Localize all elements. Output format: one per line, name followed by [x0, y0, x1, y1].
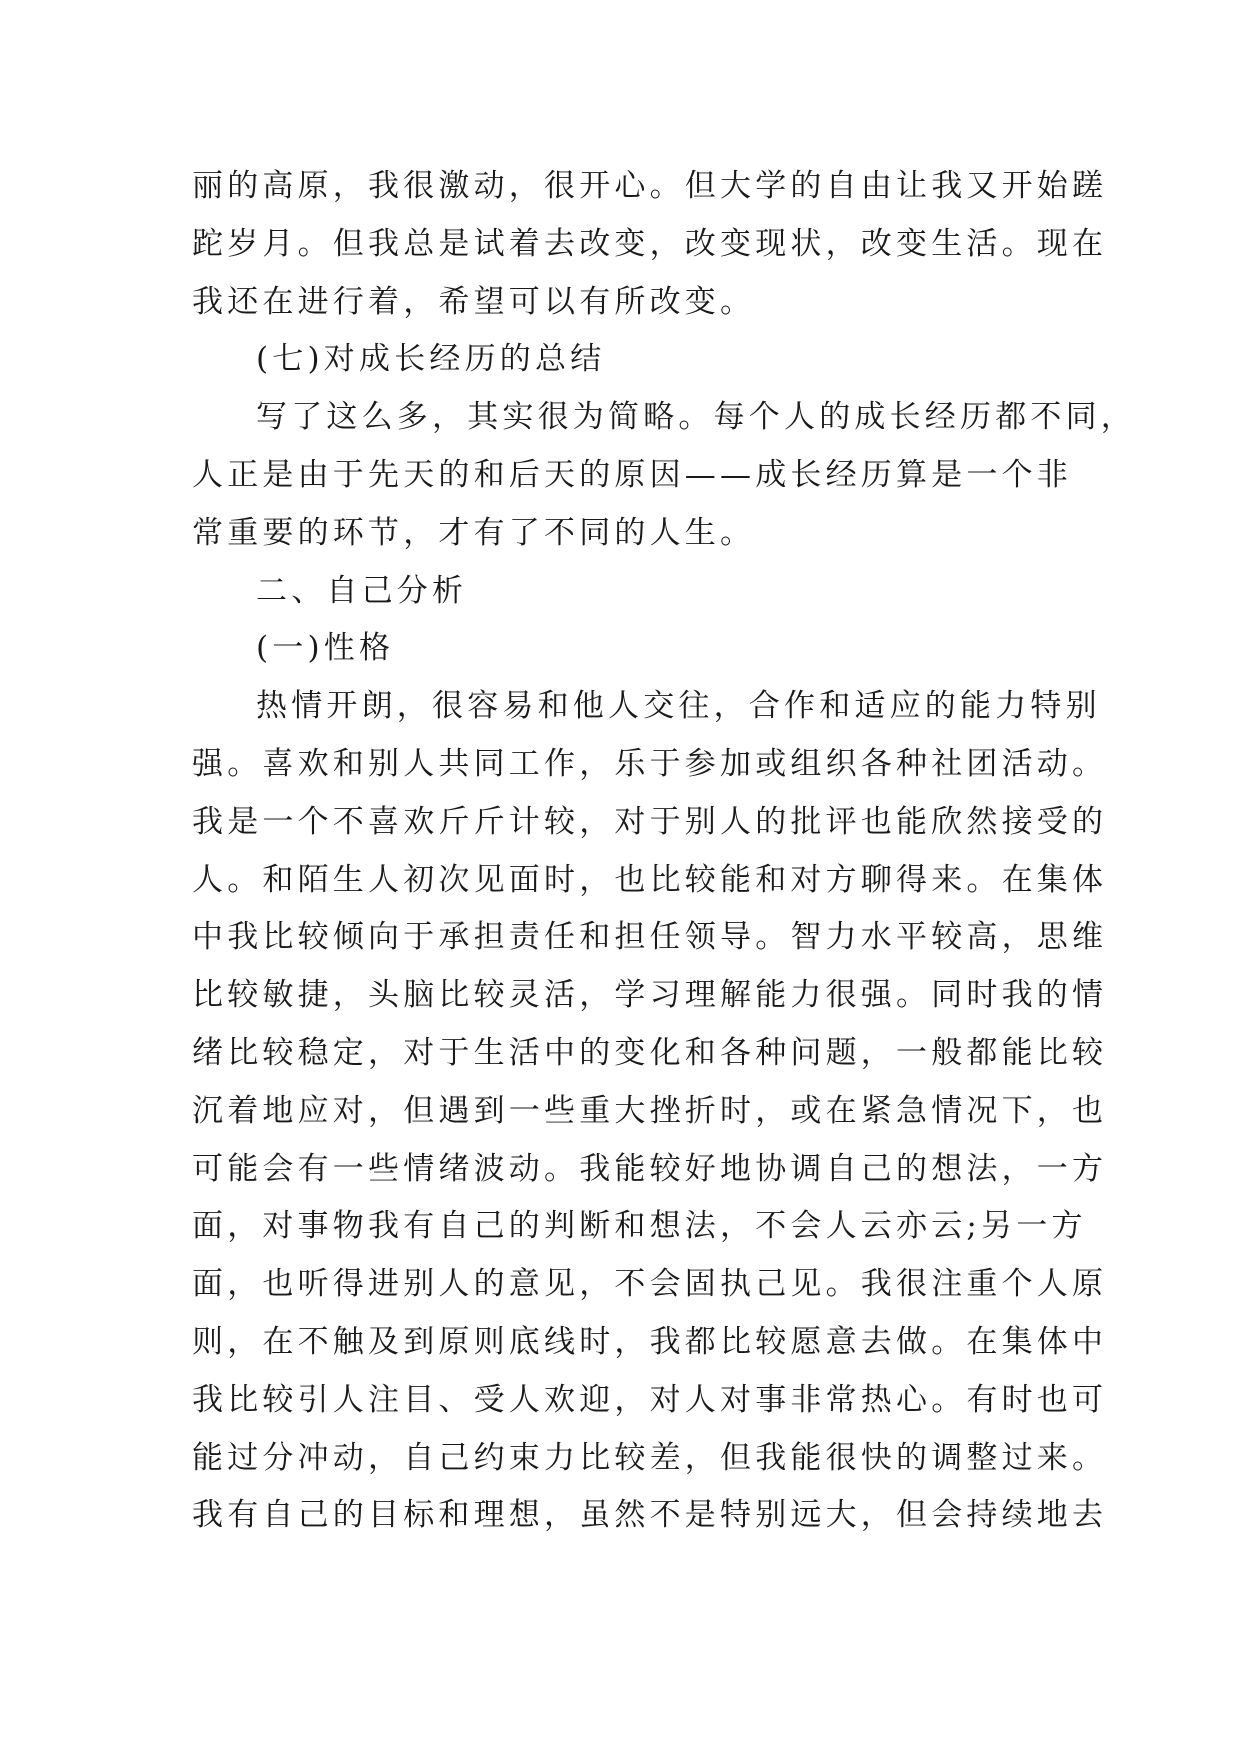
text-line: 人。和陌生人初次见面时，也比较能和对方聊得来。在集体	[192, 861, 1108, 898]
text-line: 强。喜欢和别人共同工作，乐于参加或组织各种社团活动。	[192, 745, 1108, 782]
text-line: 丽的高原，我很激动，很开心。但大学的自由让我又开始蹉	[192, 168, 1108, 204]
document-body	[192, 158, 1136, 1545]
text-line: 则，在不触及到原则底线时，我都比较愿意去做。在集体中	[192, 1323, 1108, 1360]
text-line: 面，对事物我有自己的判断和想法，不会人云亦云;另一方	[192, 1208, 1087, 1245]
text-line: 热情开朗，很容易和他人交往，合作和适应的能力特别	[256, 688, 1101, 725]
text-line: 我比较引人注目、受人欢迎，对人对事非常热心。有时也可	[192, 1381, 1108, 1418]
text-line: 可能会有一些情绪波动。我能较好地协调自己的想法，一方	[192, 1150, 1108, 1187]
text-line: 我是一个不喜欢斤斤计较，对于别人的批评也能欣然接受的	[192, 803, 1108, 840]
text-line: 能过分冲动，自己约束力比较差，但我能很快的调整过来。	[192, 1439, 1108, 1476]
text-line: 我还在进行着，希望可以有所改变。	[192, 283, 756, 320]
subheading: (七)对成长经历的总结	[256, 341, 606, 378]
text-line: 绪比较稳定，对于生活中的变化和各种问题，一般都能比较	[192, 1034, 1108, 1071]
text-line: 我有自己的目标和理想，虽然不是特别远大，但会持续地去	[192, 1497, 1108, 1534]
section-heading: 二、自己分析	[256, 572, 468, 609]
text-line: 比较敏捷，头脑比较灵活，学习理解能力很强。同时我的情	[192, 977, 1108, 1014]
text-line: 面，也听得进别人的意见，不会固执己见。我很注重个人原	[192, 1266, 1108, 1303]
text-line: 跎岁月。但我总是试着去改变，改变现状，改变生活。现在	[192, 225, 1108, 262]
text-line: 沉着地应对，但遇到一些重大挫折时，或在紧急情况下，也	[192, 1092, 1108, 1129]
text-line: 常重要的环节，才有了不同的人生。	[192, 514, 756, 551]
subheading: (一)性格	[256, 630, 395, 667]
text-line: 写了这么多，其实很为简略。每个人的成长经历都不同，	[256, 399, 1136, 436]
text-line: 中我比较倾向于承担责任和担任领导。智力水平较高，思维	[192, 919, 1108, 956]
text-line: 人正是由于先天的和后天的原因——成长经历算是一个非	[192, 456, 1072, 493]
